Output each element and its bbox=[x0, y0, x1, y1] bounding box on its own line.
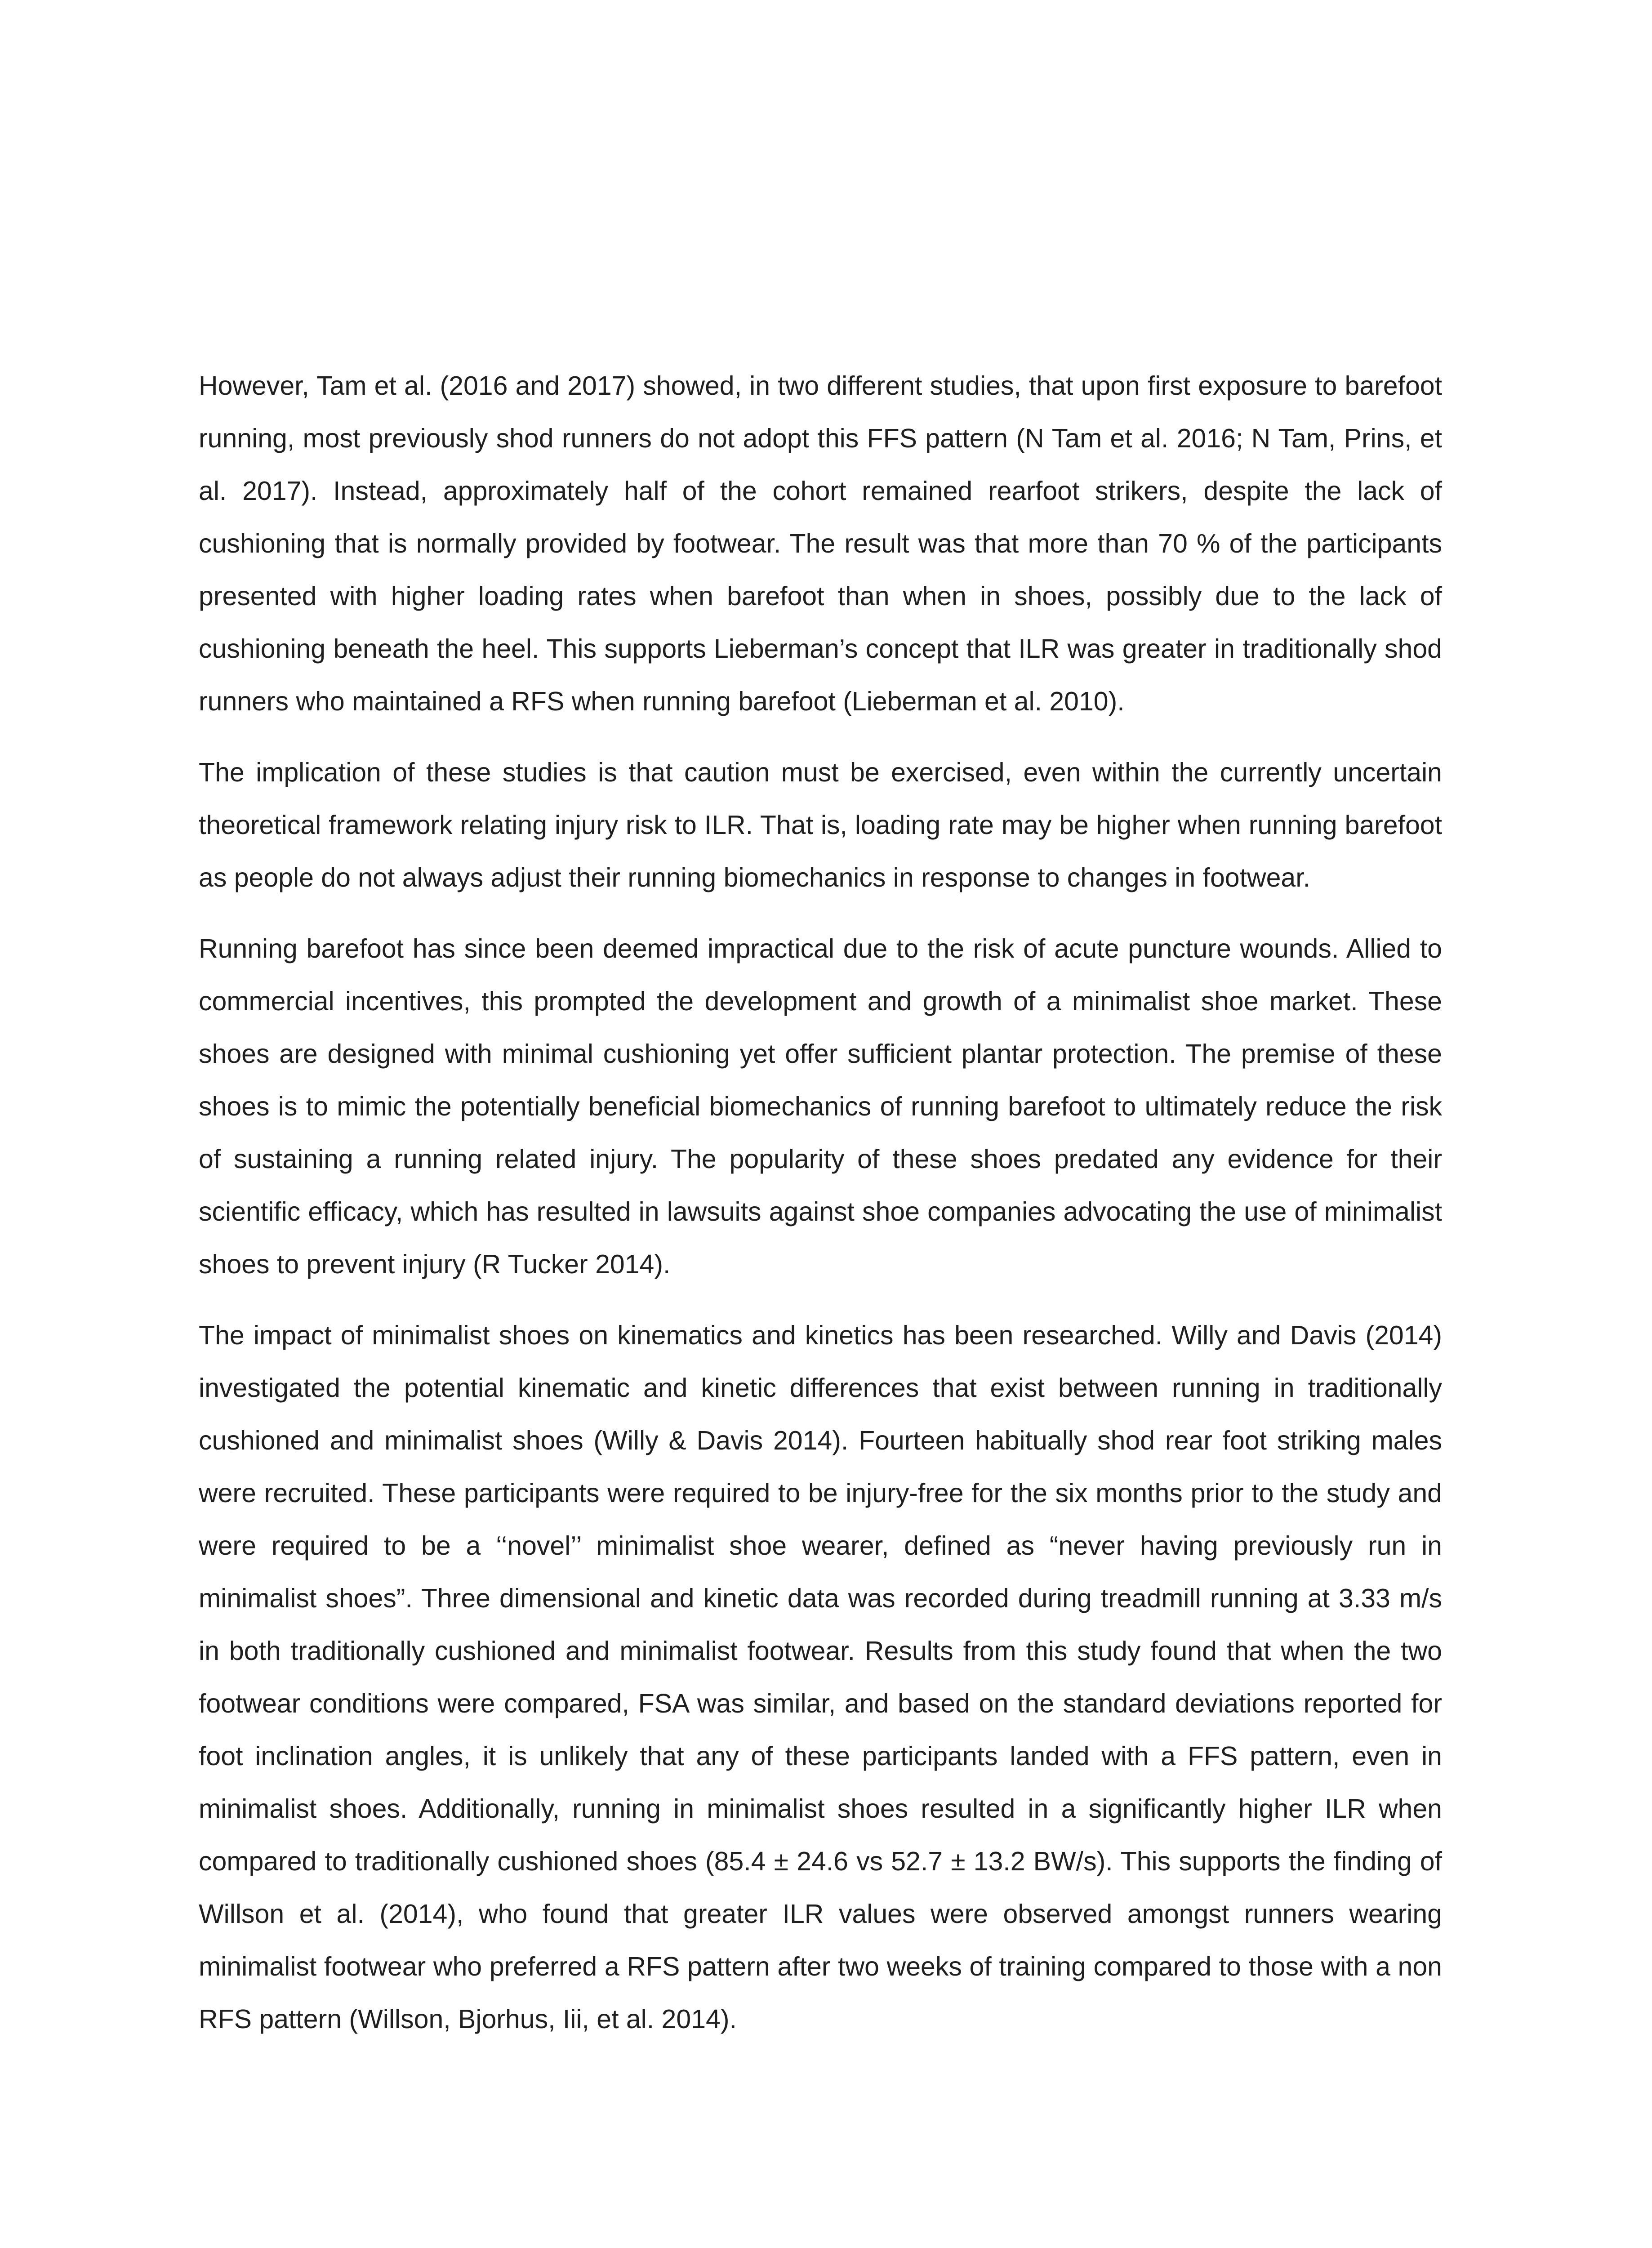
paragraph: Running barefoot has since been deemed impractical due to the risk of acute puncture wounds. Allied to commercial incentives, this prompted the development and growth of a minimalist shoe market. These shoes are designed with minimal cushioning yet offer sufficient plantar protection. The premise of these shoes is to mimic the potentially beneficial biomechanics of running barefoot to ultimately reduce the risk of sustaining a running related injury. The popularity of these shoes predated any evidence for their scientific efficacy, which has resulted in lawsuits against shoe companies advocating the use of minimalist shoes to prevent injury (R Tucker 2014). bbox=[199, 934, 1442, 1279]
paragraph: The implication of these studies is that caution must be exercised, even within the currently uncertain theoretical framework relating injury risk to ILR. That is, loading rate may be higher when running barefoot as people do not always adjust their running biomechanics in response to changes in footwear. bbox=[199, 758, 1442, 892]
paragraph: The impact of minimalist shoes on kinematics and kinetics has been researched. Willy and Davis (2014) investigated the potential kinematic and kinetic differences that exist between running in traditionally cushioned and minimalist shoes (Willy & Davis 2014). Fourteen habitually shod rear foot striking males were recruited. These participants were required to be injury-free for the six months prior to the study and were required to be a ‘‘novel’’ minimalist shoe wearer, defined as “never having previously run in minimalist shoes”. Three dimensional and kinetic data was recorded during treadmill running at 3.33 m/s in both traditionally cushioned and minimalist footwear. Results from this study found that when the two footwear conditions were compared, FSA was similar, and based on the standard deviations reported for foot inclination angles, it is unlikely that any of these participants landed with a FFS pattern, even in minimalist shoes. Additionally, running in minimalist shoes resulted in a significantly higher ILR when compared to traditionally cushioned shoes (85.4 ± 24.6 vs 52.7 ± 13.2 BW/s). This supports the finding of Willson et al. (2014), who found that greater ILR values were observed amongst runners wearing minimalist footwear who preferred a RFS pattern after two weeks of training compared to those with a non RFS pattern (Willson, Bjorhus, Iii, et al. 2014). bbox=[199, 1320, 1442, 2034]
paragraph: However, Tam et al. (2016 and 2017) showed, in two different studies, that upon first exposure to barefoot running, most previously shod runners do not adopt this FFS pattern (N Tam et al. 2016; N Tam, Prins, et al. 2017). Instead, approximately half of the cohort remained rearfoot strikers, despite the lack of cushioning that is normally provided by footwear. The result was that more than 70 % of the participants presented with higher loading rates when barefoot than when in shoes, possibly due to the lack of cushioning beneath the heel. This supports Lieberman’s concept that ILR was greater in traditionally shod runners who maintained a RFS when running barefoot (Lieberman et al. 2010). bbox=[199, 371, 1442, 716]
body-text bbox=[199, 360, 1442, 2064]
